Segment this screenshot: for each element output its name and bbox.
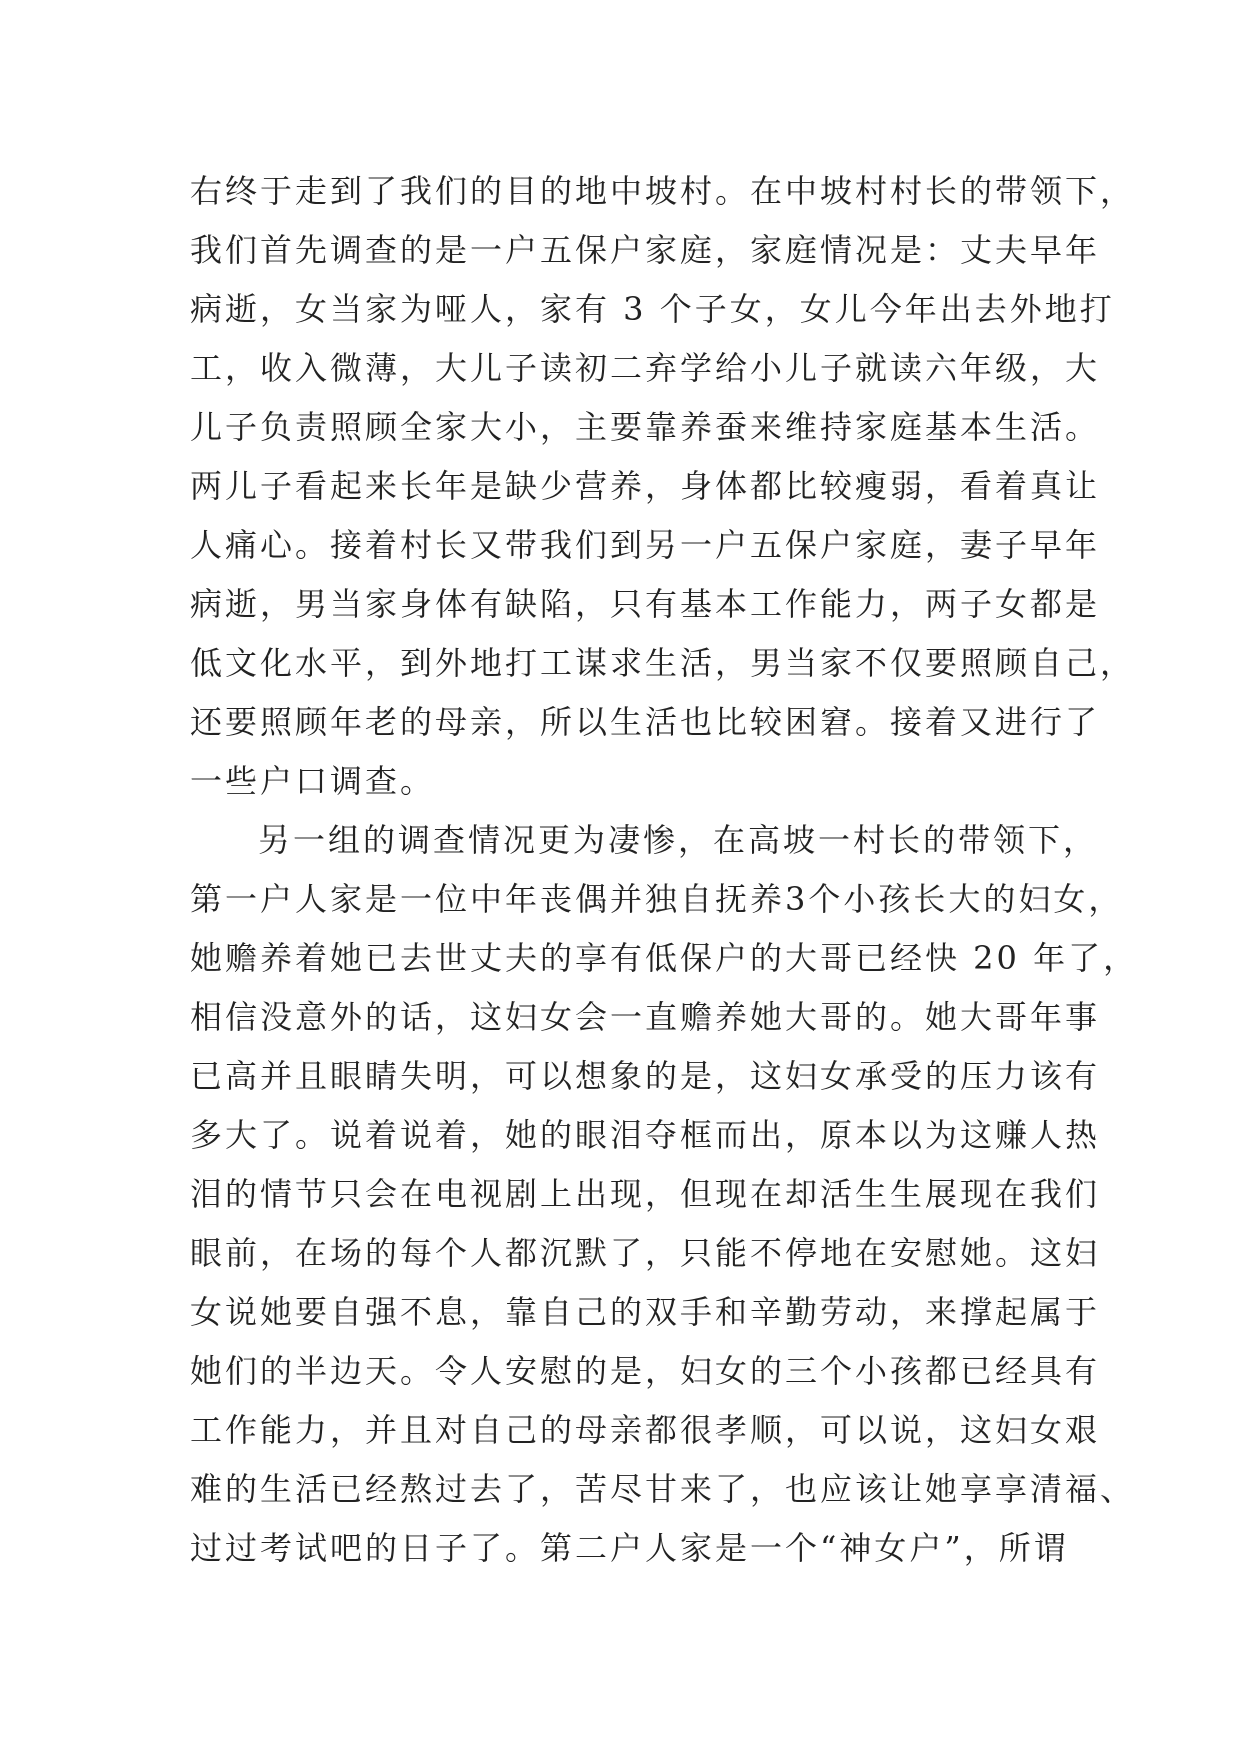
text-line: 我们首先调查的是一户五保户家庭，家庭情况是：丈夫早年 (190, 231, 1101, 269)
text-line: 右终于走到了我们的目的地中坡村。在中坡村村长的带领下， (190, 172, 1136, 210)
text-line: 人痛心。接着村长又带我们到另一户五保户家庭，妻子早年 (190, 526, 1101, 564)
text-line: 多大了。说着说着，她的眼泪夺框而出，原本以为这赚人热 (190, 1116, 1101, 1154)
paragraph-first-line: 另一组的调查情况更为凄惨，在高坡一村长的带领下， (258, 821, 1099, 859)
text-line: 眼前，在场的每个人都沉默了，只能不停地在安慰她。这妇 (190, 1234, 1101, 1272)
text-line: 已高并且眼睛失明，可以想象的是，这妇女承受的压力该有 (190, 1057, 1101, 1095)
text-line: 过过考试吧的日子了。第二户人家是一个“神女户”，所谓 (190, 1529, 1069, 1567)
text-line: 工作能力，并且对自己的母亲都很孝顺，可以说，这妇女艰 (190, 1411, 1101, 1449)
text-line: 两儿子看起来长年是缺少营养，身体都比较瘦弱，看着真让 (190, 467, 1101, 505)
text-line: 工，收入微薄，大儿子读初二弃学给小儿子就读六年级，大 (190, 349, 1101, 387)
text-line: 难的生活已经熬过去了，苦尽甘来了，也应该让她享享清福、 (190, 1470, 1136, 1508)
text-line: 女说她要自强不息，靠自己的双手和辛勤劳动，来撑起属于 (190, 1293, 1101, 1331)
text-line: 一些户口调查。 (190, 762, 436, 800)
text-line: 泪的情节只会在电视剧上出现，但现在却活生生展现在我们 (190, 1175, 1101, 1213)
text-line: 儿子负责照顾全家大小，主要靠养蚕来维持家庭基本生活。 (190, 408, 1101, 446)
text-line: 病逝，男当家身体有缺陷，只有基本工作能力，两子女都是 (190, 585, 1101, 623)
text-line: 她赡养着她已去世丈夫的享有低保户的大哥已经快 20 年了， (190, 939, 1139, 977)
body-text (190, 162, 1139, 1578)
text-line: 相信没意外的话，这妇女会一直赡养她大哥的。她大哥年事 (190, 998, 1101, 1036)
text-line: 她们的半边天。令人安慰的是，妇女的三个小孩都已经具有 (190, 1352, 1101, 1390)
text-line: 还要照顾年老的母亲，所以生活也比较困窘。接着又进行了 (190, 703, 1101, 741)
text-line: 低文化水平，到外地打工谋求生活，男当家不仅要照顾自己， (190, 644, 1136, 682)
text-line: 病逝，女当家为哑人，家有 3 个子女，女儿今年出去外地打 (190, 290, 1115, 328)
text-line: 第一户人家是一位中年丧偶并独自抚养3个小孩长大的妇女， (190, 880, 1124, 918)
